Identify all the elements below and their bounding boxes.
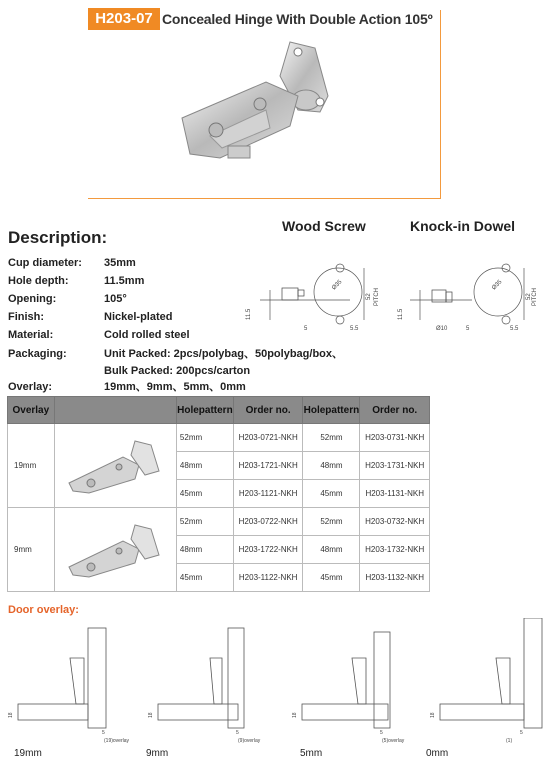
product-title: Concealed Hinge With Double Action 105º [162, 11, 433, 27]
holepattern-cell: 52mm [176, 424, 233, 452]
order-number-cell: H203-0731-NKH [360, 424, 430, 452]
overlay-drawing-9 [148, 628, 261, 744]
overlay-label-0: 0mm [426, 748, 449, 759]
holepattern-cell: 45mm [176, 480, 233, 508]
order-number-cell: H203-1131-NKH [360, 480, 430, 508]
knock-in-dowel-title: Knock-in Dowel [410, 218, 516, 234]
overlay-0-note: (1) [506, 738, 513, 744]
dowel-offset-dim: 5 [466, 326, 470, 332]
col-order-2: Order no. [360, 397, 430, 424]
hinge-photo [170, 36, 340, 176]
spec-label: Overlay: [8, 381, 53, 393]
col-image [54, 397, 176, 424]
overlay-0-height: 18 [430, 712, 436, 718]
col-overlay: Overlay [8, 397, 55, 424]
order-number-cell: H203-1121-NKH [233, 480, 303, 508]
col-holepattern-1: Holepattern [176, 397, 233, 424]
overlay-9-side: 5 [236, 730, 239, 736]
overlay-5-height: 18 [292, 712, 298, 718]
dowel-offset2-dim: 5.5 [510, 326, 519, 332]
overlay-5-side: 5 [380, 730, 383, 736]
screw-pitch-dim: 52 [366, 293, 372, 300]
overlay-5-note: (5)overlay [382, 738, 405, 744]
product-code: H203-07 [88, 8, 160, 30]
order-number-cell: H203-0721-NKH [233, 424, 303, 452]
spec-value: 19mm、9mm、5mm、0mm [104, 381, 246, 393]
dowel-pitch-label: PITCH [532, 288, 538, 306]
col-order-1: Order no. [233, 397, 303, 424]
holepattern-cell: 52mm [303, 424, 360, 452]
door-overlay-drawings [0, 618, 550, 746]
overlay-drawing-19 [8, 628, 130, 744]
holepattern-cell: 45mm [176, 564, 233, 592]
dowel-cup-dim: Ø35 [491, 279, 504, 292]
holepattern-cell: 48mm [303, 452, 360, 480]
door-overlay-title: Door overlay: [8, 604, 79, 616]
overlay-9-height: 18 [148, 712, 154, 718]
overlay-drawing-0 [430, 618, 542, 744]
table-row [8, 508, 430, 536]
holepattern-cell: 52mm [303, 508, 360, 536]
hinge-thumbnail [54, 508, 176, 592]
overlay-label-5: 5mm [300, 748, 323, 759]
order-number-cell: H203-1132-NKH [360, 564, 430, 592]
holepattern-cell: 45mm [303, 564, 360, 592]
col-holepattern-2: Holepattern [303, 397, 360, 424]
spec-value: Nickel-plated [104, 311, 173, 323]
table-row [8, 424, 430, 452]
order-number-cell: H203-0722-NKH [233, 508, 303, 536]
spec-label: Finish: [8, 311, 45, 323]
overlay-0-side: 5 [520, 730, 523, 736]
order-number-cell: H203-1731-NKH [360, 452, 430, 480]
wood-screw-title: Wood Screw [282, 218, 366, 234]
dowel-depth-dim: 11.5 [398, 308, 404, 320]
spec-value: 35mm [104, 257, 136, 269]
spec-label: Cup diameter: [8, 257, 82, 269]
dowel-diameter-dim: Ø10 [436, 326, 448, 332]
spec-value: Unit Packed: 2pcs/polybag、50polybag/box、 [104, 348, 343, 360]
overlay-19-side: 5 [102, 730, 105, 736]
holepattern-cell: 48mm [176, 452, 233, 480]
hinge-thumbnail [54, 424, 176, 508]
screw-pitch-label: PITCH [374, 288, 380, 306]
order-number-cell: H203-1732-NKH [360, 536, 430, 564]
overlay-label-9: 9mm [146, 748, 169, 759]
spec-label: Opening: [8, 293, 57, 305]
spec-label: Hole depth: [8, 275, 69, 287]
description-title: Description: [8, 228, 108, 247]
table-header-row [8, 397, 430, 424]
overlay-drawing-5 [292, 632, 405, 744]
spec-label: Material: [8, 329, 54, 341]
order-number-cell: H203-1722-NKH [233, 536, 303, 564]
order-number-cell: H203-1721-NKH [233, 452, 303, 480]
holepattern-cell: 45mm [303, 480, 360, 508]
holepattern-cell: 52mm [176, 508, 233, 536]
mounting-drawings [240, 250, 540, 340]
screw-cup-dim: Ø35 [331, 279, 344, 292]
spec-value: Cold rolled steel [104, 329, 190, 341]
overlay-19-height: 18 [8, 712, 14, 718]
screw-offset-dim: 5 [304, 326, 308, 332]
holepattern-cell: 48mm [176, 536, 233, 564]
order-table [7, 396, 430, 592]
overlay-9-note: (9)overlay [238, 738, 261, 744]
holepattern-cell: 48mm [303, 536, 360, 564]
overlay-label-19: 19mm [14, 748, 42, 759]
dowel-pitch-dim: 52 [526, 293, 532, 300]
screw-offset2-dim: 5.5 [350, 326, 359, 332]
spec-value: 105° [104, 293, 127, 305]
overlay-cell: 19mm [8, 424, 55, 508]
spec-value: Bulk Packed: 200pcs/carton [104, 365, 251, 377]
screw-depth-dim: 11.5 [246, 308, 252, 320]
spec-label: Packaging: [8, 348, 67, 360]
order-number-cell: H203-1122-NKH [233, 564, 303, 592]
overlay-cell: 9mm [8, 508, 55, 592]
overlay-19-note: (19)overlay [104, 738, 130, 744]
spec-value: 11.5mm [104, 275, 145, 287]
order-number-cell: H203-0732-NKH [360, 508, 430, 536]
